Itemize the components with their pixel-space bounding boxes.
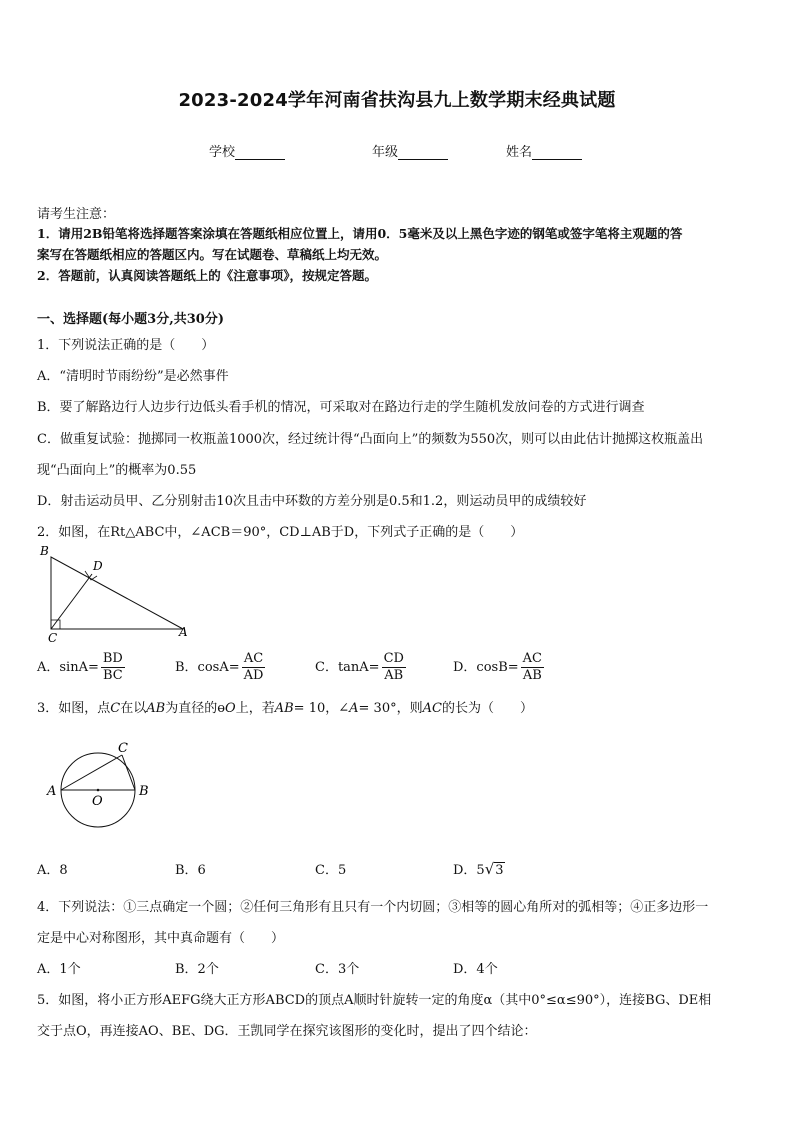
q3-stem-part: 的长为（ ） bbox=[441, 701, 533, 716]
q4-stem: 4．下列说法：①三点确定一个圆；②任何三角形有且只有一个内切圆；③相等的圆心角所对的弧相等；④正多边形一 bbox=[37, 900, 709, 915]
q3-stem-part: = 10，∠ bbox=[293, 701, 350, 716]
q3-segment-ab: AB bbox=[146, 701, 166, 716]
q2-option-a-num: BD bbox=[102, 651, 123, 666]
q2-option-d-num: AC bbox=[522, 651, 542, 666]
q2-option-b-den: AD bbox=[243, 668, 264, 683]
grade-blank bbox=[398, 145, 448, 160]
q2-option-b-label: B．cosA= bbox=[175, 660, 240, 675]
label-a: A bbox=[179, 625, 188, 639]
q3-stem-part: 上，若 bbox=[235, 701, 275, 716]
q3-segment-ac: AC bbox=[422, 701, 442, 716]
q1-option-c: C．做重复试验：抛掷同一枚瓶盖1000次，经过统计得“凸面向上”的频数为550次，则可以由此估计抛掷这枚瓶盖出 bbox=[37, 432, 704, 447]
q1-option-c-cont: 现“凸面向上”的概率为0.55 bbox=[37, 463, 197, 478]
chord-ac bbox=[61, 755, 122, 790]
label-b: B bbox=[139, 784, 149, 799]
q2-triangle-figure bbox=[36, 543, 196, 645]
name-blank bbox=[532, 145, 582, 160]
q1-option-a: A．“清明时节雨纷纷”是必然事件 bbox=[37, 369, 229, 384]
notice-item-1: 1．请用2B铅笔将选择题答案涂填在答题纸相应位置上，请用0．5毫米及以上黑色字迹的钢笔或签字笔将主观题的答 bbox=[37, 226, 683, 241]
q4-option-c: C．3个 bbox=[315, 962, 360, 977]
q5-stem-cont: 交于点O，再连接AO、BE、DG．王凯同学在探究该图形的变化时，提出了四个结论： bbox=[37, 1024, 537, 1039]
q2-option-d-den: AB bbox=[522, 668, 542, 683]
q3-option-d bbox=[453, 859, 505, 878]
q4-stem-cont: 定是中心对称图形，其中真命题有（ ） bbox=[37, 931, 285, 946]
grade-label: 年级 bbox=[372, 145, 399, 160]
label-a: A bbox=[47, 784, 57, 799]
q3-stem-part: = 30°，则 bbox=[358, 701, 423, 716]
q5-stem: 5．如图，将小正方形AEFG绕大正方形ABCD的顶点A顺时针旋转一定的角度α（其中0°≤α≤90°），连接BG、DE相 bbox=[37, 993, 712, 1008]
q2-option-b-num: AC bbox=[242, 651, 266, 668]
q2-option-c-num: CD bbox=[383, 651, 404, 666]
q1-option-b: B．要了解路边行人边步行边低头看手机的情况，可采取对在路边行走的学生随机发放问卷的方式进行调查 bbox=[37, 400, 645, 415]
q3-stem-part: 3．如图，点 bbox=[37, 701, 111, 716]
center-point bbox=[97, 789, 100, 792]
chord-cb bbox=[122, 755, 135, 790]
q2-option-c-label: C．tanA= bbox=[315, 660, 380, 675]
altitude-cd bbox=[51, 574, 92, 629]
q2-option-d bbox=[453, 651, 544, 684]
q3-stem-part: 为直径的ɵ bbox=[165, 701, 226, 716]
q2-option-d-label: D．cosB= bbox=[453, 660, 519, 675]
q3-stem-part: 在以 bbox=[120, 701, 147, 716]
q3-segment-ab: AB bbox=[274, 701, 294, 716]
school-blank bbox=[235, 145, 285, 160]
q3-option-d-label: D．5 bbox=[453, 863, 485, 878]
grade-field bbox=[372, 141, 448, 160]
q1-option-d: D．射击运动员甲、乙分别射击10次且击中环数的方差分别是0.5和1.2，则运动员甲的成绩较好 bbox=[37, 494, 587, 509]
q3-option-d-radicand: 3 bbox=[495, 863, 504, 878]
q1-stem: 1．下列说法正确的是（ ） bbox=[37, 338, 215, 353]
q3-circle-figure bbox=[44, 735, 164, 835]
q3-option-b: B．6 bbox=[175, 863, 206, 878]
label-c: C bbox=[48, 631, 58, 645]
label-b: B bbox=[40, 544, 49, 558]
q2-option-c-den: AB bbox=[384, 668, 404, 683]
label-o: O bbox=[92, 794, 103, 809]
q2-option-a bbox=[37, 651, 125, 684]
notice-item-1-cont: 案写在答题纸相应的答题区内。写在试题卷、草稿纸上均无效。 bbox=[37, 247, 388, 262]
section-heading: 一、选择题(每小题3分,共30分) bbox=[37, 312, 224, 327]
school-label: 学校 bbox=[209, 145, 236, 160]
name-field bbox=[506, 141, 582, 160]
q4-option-d: D．4个 bbox=[453, 962, 498, 977]
q3-option-c: C．5 bbox=[315, 863, 347, 878]
q3-point-c: C bbox=[110, 701, 121, 716]
name-label: 姓名 bbox=[506, 145, 533, 160]
q2-option-a-label: A．sinA= bbox=[37, 660, 99, 675]
q3-option-a: A．8 bbox=[37, 863, 68, 878]
q3-circle-o: O bbox=[225, 701, 236, 716]
notice-item-2: 2．答题前，认真阅读答题纸上的《注意事项》，按规定答题。 bbox=[37, 268, 377, 283]
q3-angle-a: A bbox=[349, 701, 359, 716]
school-field bbox=[209, 141, 285, 160]
q3-stem bbox=[37, 697, 533, 716]
triangle-abc bbox=[51, 557, 183, 629]
sqrt-icon: √ bbox=[484, 860, 495, 878]
q2-stem: 2．如图，在Rt△ABC中，∠ACB＝90°，CD⊥AB于D，下列式子正确的是（ ） bbox=[37, 525, 524, 540]
notice-heading: 请考生注意： bbox=[37, 207, 116, 222]
q2-option-b bbox=[175, 651, 265, 684]
label-c: C bbox=[118, 741, 128, 756]
q2-option-a-den: BC bbox=[102, 668, 123, 683]
page-title: 2023-2024学年河南省扶沟县九上数学期末经典试题 bbox=[178, 90, 616, 111]
q4-option-a: A．1个 bbox=[37, 962, 81, 977]
q4-option-b: B．2个 bbox=[175, 962, 219, 977]
label-d: D bbox=[93, 559, 103, 573]
q2-option-c bbox=[315, 651, 406, 684]
